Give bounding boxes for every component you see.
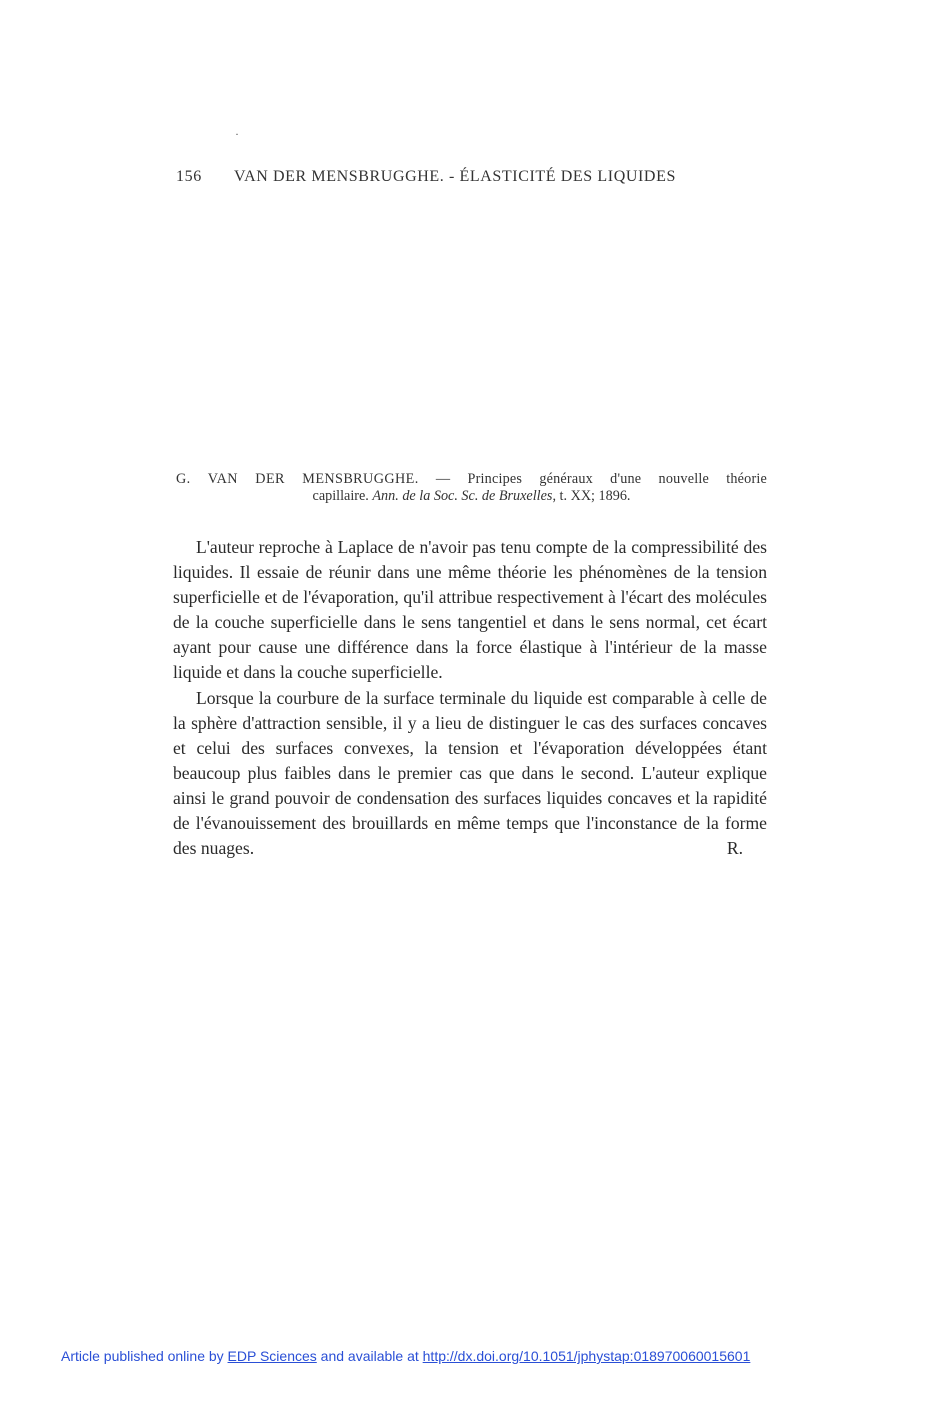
reference-details: , t. XX; 1896. [552, 488, 631, 504]
publication-footer [61, 1348, 750, 1364]
stray-mark: · [235, 127, 239, 141]
running-title: VAN DER MENSBRUGGHE. - ÉLASTICITÉ DES LIQUIDES [234, 168, 676, 185]
doi-link[interactable]: http://dx.doi.org/10.1051/jphystap:018970060015601 [422, 1348, 751, 1364]
publisher-link[interactable]: EDP Sciences [227, 1348, 317, 1364]
reference-journal: Ann. de la Soc. Sc. de Bruxelles [372, 488, 553, 504]
paragraph-2 [173, 686, 767, 862]
reference-title-part1: Principes généraux d'une nouvelle théorie [467, 471, 768, 487]
reference-dash: — [418, 471, 468, 487]
reference-line-1 [176, 471, 767, 488]
reference-author: G. VAN DER MENSBRUGGHE. [176, 471, 419, 487]
paragraph-1: L'auteur reproche à Laplace de n'avoir pas tenu compte de la compressibilité des liquides. Il essaie de réunir dans une même théorie les phénomènes de la tension superficielle et de l'évaporation, qu'il attribue respectivement à l'écart des molécules de la couche superficielle dans le sens tangentiel et dans le sens normal, cet écart ayant pour cause une différence dans la force élastique à l'intérieur de la masse liquide et dans la couche superficielle. [173, 537, 767, 683]
footer-prefix: Article published online by [61, 1348, 228, 1364]
page-number: 156 [176, 168, 202, 185]
running-header [176, 168, 736, 186]
paragraph-2-text: Lorsque la courbure de la surface terminale du liquide est comparable à celle de la sphère d'attraction sensible, il y a lieu de distinguer le cas des surfaces concaves et celui des surfaces convexes, la tension et l'évaporation développées étant beaucoup plus faibles dans le premier cas que dans le second. L'auteur explique ainsi le grand pouvoir de condensation des surfaces liquides concaves et la rapidité de l'évanouissement des brouillards en même temps que l'inconstance de la forme des nuages. [173, 687, 767, 859]
reference-title-part2: capillaire. [312, 488, 369, 504]
signature: R. [726, 838, 743, 859]
bibliographic-reference [176, 471, 767, 505]
article-body [173, 535, 767, 861]
reference-line-2 [176, 488, 767, 505]
footer-middle: and available at [316, 1348, 423, 1364]
